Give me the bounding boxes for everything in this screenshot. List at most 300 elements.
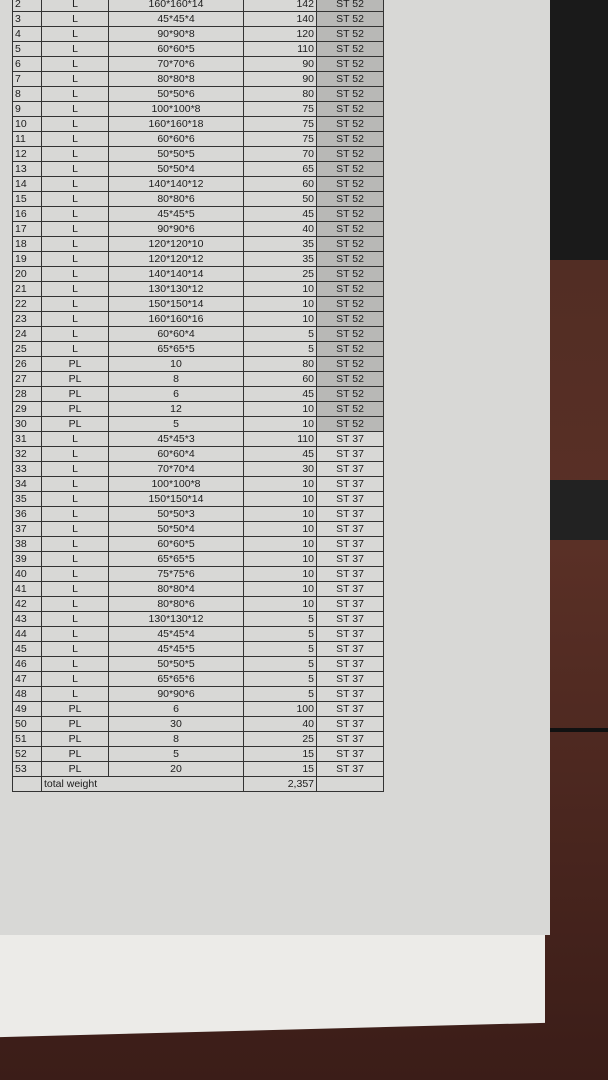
type-cell: PL (42, 732, 109, 747)
quantity-cell: 10 (244, 492, 317, 507)
quantity-cell: 35 (244, 237, 317, 252)
grade-cell: ST 37 (317, 582, 384, 597)
size-cell: 90*90*6 (109, 687, 244, 702)
size-cell: 65*65*6 (109, 672, 244, 687)
size-cell: 50*50*4 (109, 522, 244, 537)
table-row (13, 762, 384, 777)
size-cell: 160*160*14 (109, 0, 244, 12)
row-number-cell: 35 (13, 492, 42, 507)
table-row (13, 162, 384, 177)
table-row (13, 27, 384, 42)
size-cell: 5 (109, 417, 244, 432)
size-cell: 140*140*12 (109, 177, 244, 192)
table-row (13, 12, 384, 27)
type-cell: L (42, 0, 109, 12)
table-row (13, 687, 384, 702)
row-number-cell: 7 (13, 72, 42, 87)
size-cell: 80*80*4 (109, 582, 244, 597)
row-number-cell: 26 (13, 357, 42, 372)
row-number-cell: 44 (13, 627, 42, 642)
grade-cell: ST 37 (317, 672, 384, 687)
grade-cell: ST 52 (317, 177, 384, 192)
table-row (13, 297, 384, 312)
type-cell: L (42, 552, 109, 567)
quantity-cell: 5 (244, 657, 317, 672)
row-number-cell: 19 (13, 252, 42, 267)
table-row (13, 372, 384, 387)
quantity-cell: 80 (244, 87, 317, 102)
quantity-cell: 25 (244, 732, 317, 747)
row-number-cell: 49 (13, 702, 42, 717)
type-cell: L (42, 72, 109, 87)
type-cell: PL (42, 417, 109, 432)
type-cell: L (42, 687, 109, 702)
table-row (13, 522, 384, 537)
grade-cell: ST 52 (317, 237, 384, 252)
table-row (13, 717, 384, 732)
row-number-cell: 2 (13, 0, 42, 12)
row-number-cell: 32 (13, 447, 42, 462)
quantity-cell: 65 (244, 162, 317, 177)
row-number-cell: 16 (13, 207, 42, 222)
quantity-cell: 10 (244, 537, 317, 552)
grade-cell: ST 37 (317, 642, 384, 657)
type-cell: L (42, 537, 109, 552)
quantity-cell: 5 (244, 642, 317, 657)
quantity-cell: 45 (244, 207, 317, 222)
size-cell: 65*65*5 (109, 342, 244, 357)
row-number-cell: 22 (13, 297, 42, 312)
type-cell: L (42, 432, 109, 447)
quantity-cell: 10 (244, 567, 317, 582)
size-cell: 45*45*3 (109, 432, 244, 447)
quantity-cell: 5 (244, 672, 317, 687)
grade-cell: ST 37 (317, 657, 384, 672)
size-cell: 90*90*6 (109, 222, 244, 237)
grade-cell: ST 37 (317, 627, 384, 642)
grade-cell: ST 52 (317, 282, 384, 297)
type-cell: L (42, 12, 109, 27)
type-cell: L (42, 87, 109, 102)
table-row (13, 222, 384, 237)
row-number-cell: 20 (13, 267, 42, 282)
table-row (13, 672, 384, 687)
size-cell: 70*70*6 (109, 57, 244, 72)
row-number-cell: 23 (13, 312, 42, 327)
quantity-cell: 70 (244, 147, 317, 162)
quantity-cell: 30 (244, 462, 317, 477)
grade-cell: ST 37 (317, 432, 384, 447)
grade-cell: ST 52 (317, 12, 384, 27)
row-number-cell: 27 (13, 372, 42, 387)
grade-cell: ST 37 (317, 567, 384, 582)
quantity-cell: 5 (244, 687, 317, 702)
type-cell: L (42, 597, 109, 612)
table-row (13, 627, 384, 642)
row-number-cell: 15 (13, 192, 42, 207)
size-cell: 80*80*6 (109, 597, 244, 612)
grade-cell: ST 37 (317, 747, 384, 762)
row-number-cell: 21 (13, 282, 42, 297)
type-cell: L (42, 177, 109, 192)
size-cell: 150*150*14 (109, 492, 244, 507)
table-row (13, 657, 384, 672)
quantity-cell: 10 (244, 417, 317, 432)
size-cell: 50*50*3 (109, 507, 244, 522)
table-row (13, 702, 384, 717)
grade-cell: ST 52 (317, 357, 384, 372)
size-cell: 60*60*4 (109, 447, 244, 462)
type-cell: L (42, 267, 109, 282)
table-row (13, 732, 384, 747)
row-number-cell: 6 (13, 57, 42, 72)
quantity-cell: 10 (244, 507, 317, 522)
grade-cell: ST 52 (317, 402, 384, 417)
grade-cell: ST 37 (317, 537, 384, 552)
quantity-cell: 10 (244, 312, 317, 327)
size-cell: 10 (109, 357, 244, 372)
table-row (13, 417, 384, 432)
row-number-cell: 12 (13, 147, 42, 162)
grade-cell: ST 52 (317, 327, 384, 342)
row-number-cell: 41 (13, 582, 42, 597)
row-number-cell: 42 (13, 597, 42, 612)
size-cell: 80*80*8 (109, 72, 244, 87)
quantity-cell: 50 (244, 192, 317, 207)
type-cell: L (42, 282, 109, 297)
size-cell: 160*160*18 (109, 117, 244, 132)
table-row (13, 492, 384, 507)
type-cell: L (42, 147, 109, 162)
size-cell: 130*130*12 (109, 612, 244, 627)
grade-cell: ST 37 (317, 447, 384, 462)
quantity-cell: 45 (244, 387, 317, 402)
type-cell: L (42, 162, 109, 177)
quantity-cell: 110 (244, 432, 317, 447)
quantity-cell: 10 (244, 597, 317, 612)
grade-cell: ST 52 (317, 207, 384, 222)
size-cell: 120*120*10 (109, 237, 244, 252)
total-weight-value: 2,357 (244, 777, 317, 792)
quantity-cell: 5 (244, 342, 317, 357)
type-cell: L (42, 342, 109, 357)
quantity-cell: 5 (244, 612, 317, 627)
size-cell: 5 (109, 747, 244, 762)
quantity-cell: 40 (244, 717, 317, 732)
grade-cell: ST 37 (317, 462, 384, 477)
grade-cell: ST 52 (317, 342, 384, 357)
size-cell: 160*160*16 (109, 312, 244, 327)
quantity-cell: 90 (244, 57, 317, 72)
size-cell: 75*75*6 (109, 567, 244, 582)
size-cell: 130*130*12 (109, 282, 244, 297)
size-cell: 50*50*5 (109, 147, 244, 162)
grade-cell: ST 37 (317, 492, 384, 507)
row-number-cell: 38 (13, 537, 42, 552)
row-number-cell: 46 (13, 657, 42, 672)
size-cell: 60*60*5 (109, 42, 244, 57)
row-number-cell: 43 (13, 612, 42, 627)
row-number-cell: 17 (13, 222, 42, 237)
type-cell: PL (42, 762, 109, 777)
type-cell: L (42, 252, 109, 267)
row-number-cell: 14 (13, 177, 42, 192)
row-number-cell: 36 (13, 507, 42, 522)
table-row (13, 612, 384, 627)
size-cell: 50*50*6 (109, 87, 244, 102)
size-cell: 60*60*4 (109, 327, 244, 342)
size-cell: 90*90*8 (109, 27, 244, 42)
type-cell: L (42, 207, 109, 222)
table-row (13, 207, 384, 222)
size-cell: 12 (109, 402, 244, 417)
total-weight-label: total weight (42, 777, 244, 792)
grade-cell: ST 52 (317, 0, 384, 12)
quantity-cell: 140 (244, 12, 317, 27)
row-number-cell: 9 (13, 102, 42, 117)
row-number-cell: 5 (13, 42, 42, 57)
row-number-cell: 31 (13, 432, 42, 447)
quantity-cell: 45 (244, 447, 317, 462)
quantity-cell: 5 (244, 627, 317, 642)
type-cell: L (42, 192, 109, 207)
table-row (13, 237, 384, 252)
table-row (13, 387, 384, 402)
quantity-cell: 15 (244, 762, 317, 777)
quantity-cell: 120 (244, 27, 317, 42)
grade-cell: ST 52 (317, 372, 384, 387)
grade-cell: ST 37 (317, 732, 384, 747)
grade-cell: ST 52 (317, 147, 384, 162)
table-row (13, 117, 384, 132)
quantity-cell: 10 (244, 402, 317, 417)
type-cell: L (42, 42, 109, 57)
row-number-cell: 52 (13, 747, 42, 762)
type-cell: L (42, 672, 109, 687)
quantity-cell: 100 (244, 702, 317, 717)
table-row (13, 312, 384, 327)
table-row (13, 432, 384, 447)
row-number-cell: 34 (13, 477, 42, 492)
type-cell: L (42, 582, 109, 597)
type-cell: L (42, 642, 109, 657)
grade-cell: ST 52 (317, 132, 384, 147)
row-number-cell: 8 (13, 87, 42, 102)
type-cell: PL (42, 702, 109, 717)
size-cell: 50*50*5 (109, 657, 244, 672)
table-row (13, 57, 384, 72)
type-cell: L (42, 297, 109, 312)
row-number-cell: 51 (13, 732, 42, 747)
type-cell: L (42, 627, 109, 642)
table-row (13, 132, 384, 147)
table-row (13, 327, 384, 342)
type-cell: L (42, 237, 109, 252)
quantity-cell: 35 (244, 252, 317, 267)
row-number-cell: 53 (13, 762, 42, 777)
grade-cell: ST 37 (317, 552, 384, 567)
row-number-cell: 4 (13, 27, 42, 42)
quantity-cell: 10 (244, 522, 317, 537)
table-row (13, 567, 384, 582)
grade-cell: ST 52 (317, 117, 384, 132)
grade-cell: ST 52 (317, 312, 384, 327)
grade-cell: ST 37 (317, 612, 384, 627)
quantity-cell: 75 (244, 102, 317, 117)
grade-cell: ST 37 (317, 687, 384, 702)
size-cell: 120*120*12 (109, 252, 244, 267)
row-number-cell: 48 (13, 687, 42, 702)
row-number-cell: 24 (13, 327, 42, 342)
type-cell: L (42, 657, 109, 672)
grade-cell: ST 37 (317, 702, 384, 717)
quantity-cell: 75 (244, 132, 317, 147)
type-cell: PL (42, 717, 109, 732)
quantity-cell: 80 (244, 357, 317, 372)
row-number-cell: 25 (13, 342, 42, 357)
grade-cell: ST 37 (317, 597, 384, 612)
table-row (13, 192, 384, 207)
table-row (13, 252, 384, 267)
row-number-cell: 37 (13, 522, 42, 537)
grade-cell: ST 52 (317, 102, 384, 117)
type-cell: L (42, 462, 109, 477)
table-row (13, 282, 384, 297)
row-number-cell: 29 (13, 402, 42, 417)
quantity-cell: 75 (244, 117, 317, 132)
quantity-cell: 60 (244, 372, 317, 387)
type-cell: L (42, 312, 109, 327)
type-cell: L (42, 447, 109, 462)
table-row (13, 72, 384, 87)
row-number-cell: 30 (13, 417, 42, 432)
type-cell: L (42, 27, 109, 42)
quantity-cell: 142 (244, 0, 317, 12)
empty-cell (13, 777, 42, 792)
quantity-cell: 10 (244, 297, 317, 312)
table-row (13, 597, 384, 612)
type-cell: PL (42, 357, 109, 372)
grade-cell: ST 52 (317, 87, 384, 102)
grade-cell: ST 37 (317, 762, 384, 777)
total-row (13, 777, 384, 792)
size-cell: 100*100*8 (109, 477, 244, 492)
row-number-cell: 39 (13, 552, 42, 567)
type-cell: PL (42, 387, 109, 402)
quantity-cell: 10 (244, 582, 317, 597)
size-cell: 45*45*4 (109, 627, 244, 642)
quantity-cell: 10 (244, 477, 317, 492)
grade-cell: ST 52 (317, 27, 384, 42)
type-cell: L (42, 102, 109, 117)
row-number-cell: 10 (13, 117, 42, 132)
size-cell: 20 (109, 762, 244, 777)
quantity-cell: 15 (244, 747, 317, 762)
size-cell: 45*45*5 (109, 642, 244, 657)
quantity-cell: 40 (244, 222, 317, 237)
table-row (13, 357, 384, 372)
type-cell: L (42, 132, 109, 147)
grade-cell: ST 52 (317, 192, 384, 207)
row-number-cell: 3 (13, 12, 42, 27)
table-row (13, 747, 384, 762)
row-number-cell: 45 (13, 642, 42, 657)
grade-cell: ST 52 (317, 222, 384, 237)
size-cell: 45*45*4 (109, 12, 244, 27)
row-number-cell: 40 (13, 567, 42, 582)
table-row (13, 552, 384, 567)
grade-cell: ST 37 (317, 522, 384, 537)
grade-cell: ST 52 (317, 72, 384, 87)
size-cell: 100*100*8 (109, 102, 244, 117)
row-number-cell: 18 (13, 237, 42, 252)
grade-cell: ST 52 (317, 162, 384, 177)
type-cell: L (42, 522, 109, 537)
table-row (13, 42, 384, 57)
grade-cell: ST 52 (317, 57, 384, 72)
quantity-cell: 90 (244, 72, 317, 87)
type-cell: L (42, 567, 109, 582)
size-cell: 6 (109, 702, 244, 717)
quantity-cell: 10 (244, 282, 317, 297)
table-row (13, 87, 384, 102)
row-number-cell: 13 (13, 162, 42, 177)
quantity-cell: 60 (244, 177, 317, 192)
grade-cell: ST 52 (317, 42, 384, 57)
row-number-cell: 50 (13, 717, 42, 732)
type-cell: PL (42, 372, 109, 387)
size-cell: 8 (109, 732, 244, 747)
type-cell: PL (42, 402, 109, 417)
grade-cell: ST 52 (317, 387, 384, 402)
row-number-cell: 11 (13, 132, 42, 147)
quantity-cell: 5 (244, 327, 317, 342)
quantity-cell: 10 (244, 552, 317, 567)
size-cell: 6 (109, 387, 244, 402)
type-cell: L (42, 507, 109, 522)
size-cell: 60*60*6 (109, 132, 244, 147)
type-cell: L (42, 57, 109, 72)
size-cell: 150*150*14 (109, 297, 244, 312)
empty-cell (317, 777, 384, 792)
table-row (13, 267, 384, 282)
table-row (13, 102, 384, 117)
type-cell: PL (42, 747, 109, 762)
table-row (13, 147, 384, 162)
type-cell: L (42, 492, 109, 507)
size-cell: 80*80*6 (109, 192, 244, 207)
size-cell: 65*65*5 (109, 552, 244, 567)
row-number-cell: 28 (13, 387, 42, 402)
row-number-cell: 33 (13, 462, 42, 477)
table-row (13, 447, 384, 462)
table-row (13, 402, 384, 417)
row-number-cell: 47 (13, 672, 42, 687)
grade-cell: ST 52 (317, 252, 384, 267)
table-row (13, 462, 384, 477)
type-cell: L (42, 327, 109, 342)
size-cell: 140*140*14 (109, 267, 244, 282)
table-row (13, 537, 384, 552)
table-row (13, 477, 384, 492)
size-cell: 8 (109, 372, 244, 387)
size-cell: 60*60*5 (109, 537, 244, 552)
grade-cell: ST 52 (317, 297, 384, 312)
type-cell: L (42, 612, 109, 627)
table-row (13, 642, 384, 657)
size-cell: 70*70*4 (109, 462, 244, 477)
size-cell: 50*50*4 (109, 162, 244, 177)
